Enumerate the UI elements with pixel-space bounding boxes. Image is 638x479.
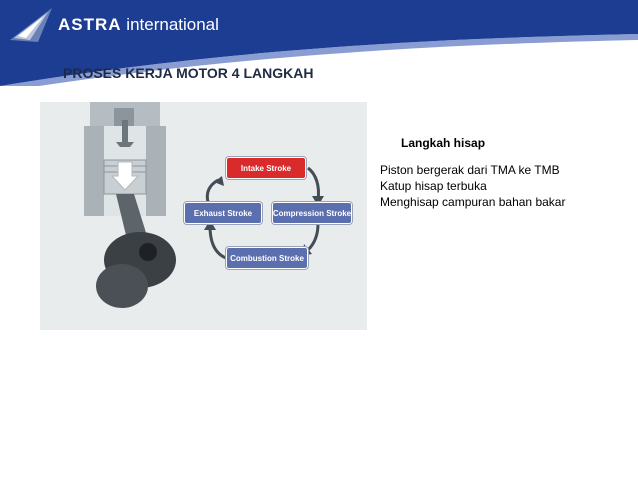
description-line: Katup hisap terbuka <box>380 179 487 193</box>
compression-stroke-label: Compression Stroke <box>272 202 352 224</box>
astra-logo-icon <box>8 6 54 44</box>
step-description <box>380 136 565 210</box>
description-lines <box>380 162 565 210</box>
brand-name: ASTRA international <box>58 15 219 34</box>
engine-stroke-figure <box>40 102 367 330</box>
intake-stroke-label: Intake Stroke <box>226 157 306 179</box>
exhaust-stroke-label: Exhaust Stroke <box>184 202 262 224</box>
slide-title: PROSES KERJA MOTOR 4 LANGKAH <box>63 65 314 81</box>
combustion-stroke-label: Combustion Stroke <box>226 247 308 269</box>
astra-logo <box>8 6 219 44</box>
step-title: Langkah hisap <box>401 136 486 150</box>
description-line: Piston bergerak dari TMA ke TMB <box>380 163 560 177</box>
description-line: Menghisap campuran bahan bakar <box>380 195 566 209</box>
